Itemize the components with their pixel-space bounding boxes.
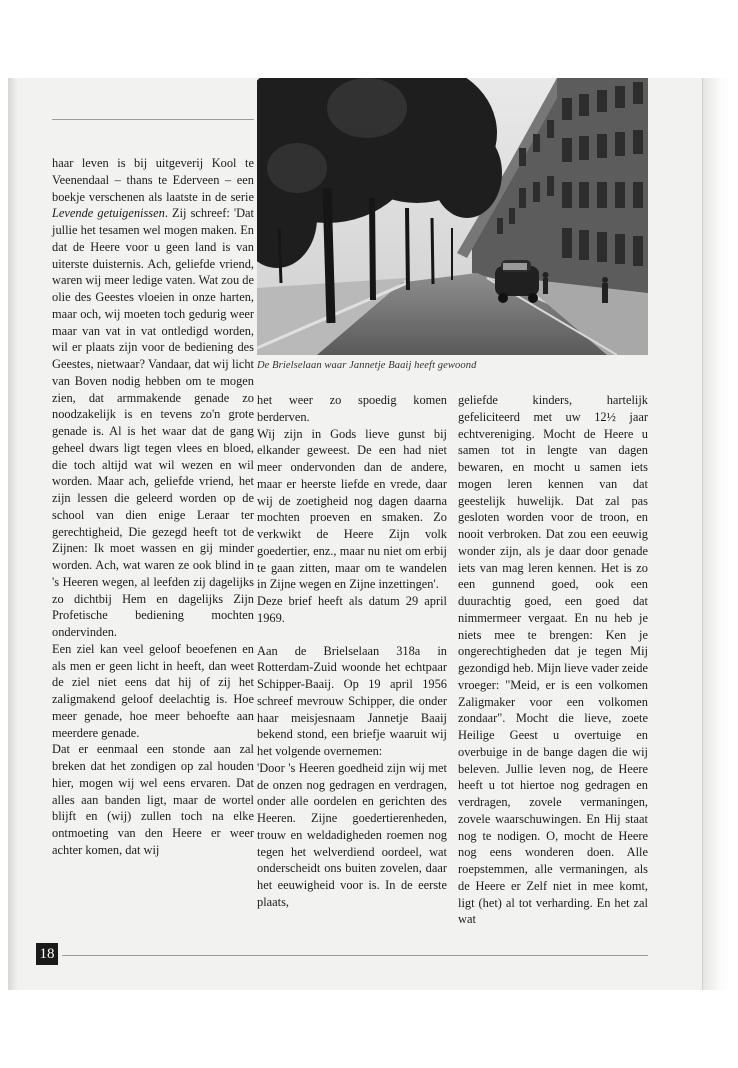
paragraph: Deze brief heeft als datum 29 april 1969. [257,594,447,625]
paragraph: het weer zo spoedig komen berderven. [257,393,447,424]
photo-caption: De Brielselaan waar Jannetje Baaij heeft gewoond [257,360,477,371]
top-rule [52,119,254,120]
paragraph: Dat er eenmaal een stonde aan zal breken dat het zondigen op zal houden hier, mogen wij wel eens ervaren. Dat alles aan banden ligt, maar de wortel blijft en (wij) zullen toch na elke ontmoeting van den Heere er weer achter komen, dat wij [52,742,254,857]
paragraph: Aan de Brielselaan 318a in Rotterdam-Zuid woonde het echtpaar Schipper-Baaij. Op 19 april 1956 schreef mevrouw Schipper, die onder haar meisjesnaam Jannetje Baaij bekend stond, een briefje waaruit wij het volgende overnemen: [257,643,447,758]
book-series-title: Levende getuigenissen [52,206,165,221]
bottom-rule [62,955,648,956]
paragraph: Wij zijn in Gods lieve gunst bij elkander geweest. De een had niet meer ondervonden dan de andere, maar er heerste liefde en vrede, daar wij de zoetigheid nog dagen daarna mochten proeven en smaken. Zo verkwikt de Heere Zijn volk goedertier, enz., maar nu niet om erbij te gaan zitten, maar om te wandelen in Zijne wegen en Zijne inzettingen'. [257,426,447,592]
paragraph: 'Door 's Heeren goedheid zijn wij met de onzen nog gedragen en verdragen, onder alle oordelen en gerichten des Heeren. Zijne goedertierenheden, trouw en weldadigheden roemen nog tegen het welverdiend oordeel, wat onderscheidt ons buiten zovelen, daar het eeuwigheid voor is. In de eerste plaats, [257,760,447,909]
page-spine-shadow [8,78,18,990]
paragraph: geliefde kinders, hartelijk gefeliciteerd met uw 12½ jaar echtvereniging. Mocht de Heere u samen tot in lengte van dagen bewaren, en mocht u samen iets mogen leren kennen van dat geestelijk huwelijk. Dat zal pas gesloten worden voor de troon, en nooit verbroken. Dat zou een eeuwig wonder zijn, als je daar door genade iets van mag leren kennen. Het is zo een gunnend goed, ook een duurachtig goed, een goed dat nimmermeer vergaat. En nu heb je niets mee te brengen: Ken je ongerechtigheden dat je tegen Mij gezondigd heb. Mijn lieve vader zeide vroeger: "Meid, er is een volkomen Zaligmaker voor een volkomen zondaar". Mocht die lieve, zoete Heilige Geest u overtuige en overbuige in de bange dagen die wij beleven. Jullie leven nog, de Heere heeft u tot hiertoe nog gedragen en verdragen, zovele vermaningen, zovele waarschuwingen. En Hij staat nog te nodigen. O, mocht de Heere nog eens wonderen doen. Alle roepstemmen, alle vermaningen, als de Heere er Zelf niet in mee komt, ligt (het) al tot verharding. En het zal wat [458,393,648,927]
street-photo [257,78,648,355]
page-right-edge [702,78,731,990]
text-column-2 [257,392,447,911]
text-column-3 [458,392,648,928]
page-number: 18 [36,943,58,965]
paragraph: haar leven is bij uitgeverij Kool te Veenendaal – thans te Ederveen – een boekje verschenen als laatste in de serie Levende getuigenissen. Zij schreef: 'Dat jullie het tesamen wel mogen maken. En dat de Heere voor u geen land is van uiterste duisternis. Ach, geliefde vriend, waren wij meer ledige vaten. Wat zou de olie des Geestes vloeien in onze harten, maar och, wij moeten toch gedurig weer maar van vat in vat ontledigd worden, wil er plaats zijn voor de bediening des Geestes, nietwaar? Vandaar, dat wij licht van Boven nodig hebben om te mogen zien, dat armmakende genade zo noodzakelijk is en tevens zo'n grote genade is. Al is het waar dat de gang geheel dwars ligt tegen vlees en bloed, die toch altijd wat wil wezen en wil worden. Maar ach, geliefde vriend, het zijn lessen die geleerd worden op de school van dien enige Leraar ter gerechtigheid, Die gezegd heeft tot de Zijnen: Ik moet wassen en gij minder worden. Ach, wat waren ze ook blind in 's Heeren wegen, al leefden zij dagelijks zo dichtbij Hem en dagelijks Zijn Profetische bediening mochten ondervinden. [52,156,254,639]
street-photo-illustration [257,78,648,355]
paragraph: Een ziel kan veel geloof beoefenen en als men er geen licht in heeft, dan weet de ziel niet eens dat hij of zij het zaligmakend geloof deelachtig is. Hoe meer genade, hoe meer behoefte aan meerdere genade. [52,641,254,740]
text-column-1 [52,155,254,859]
